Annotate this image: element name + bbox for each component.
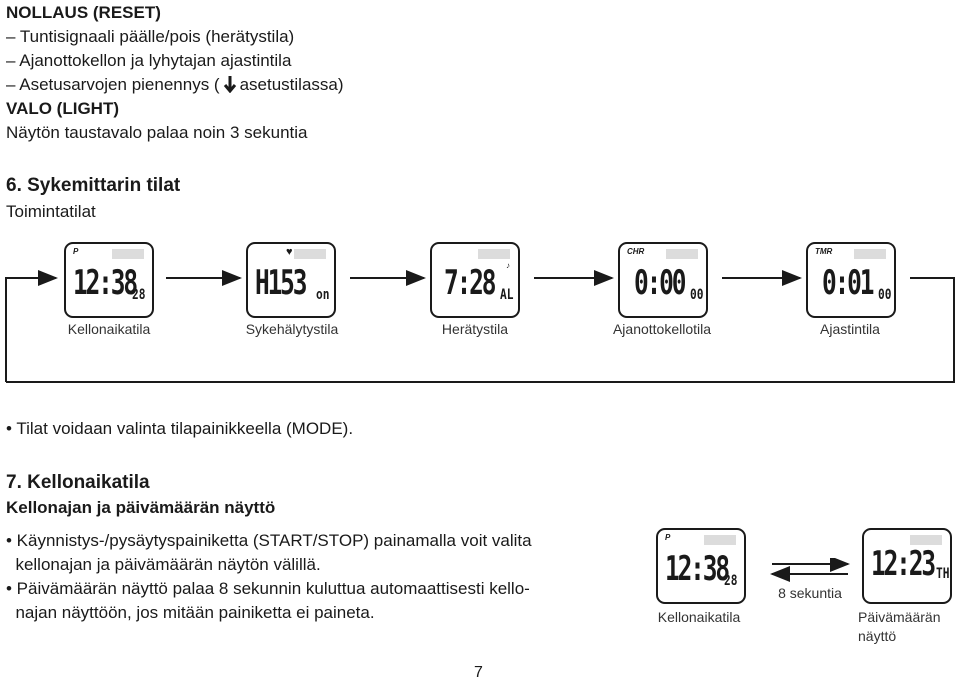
lcd-time-display	[656, 528, 746, 604]
lcd-tag: P	[665, 533, 671, 542]
page-number: 7	[474, 664, 483, 681]
lcd-time-mode	[64, 242, 154, 318]
light-title: VALO (LIGHT)	[6, 99, 119, 118]
reset-title: NOLLAUS (RESET)	[6, 3, 161, 22]
reset-decrease-suffix: asetustilassa)	[239, 75, 344, 94]
toggle-arrows	[768, 558, 852, 582]
section6-subtitle: Toimintatilat	[6, 202, 96, 221]
toggle-interval-label: 8 sekuntia	[778, 585, 842, 601]
section7-bullet1-line2: kellonajan ja päivämäärän näytön välillä.	[6, 555, 321, 574]
heart-icon: ♥	[286, 246, 293, 258]
lcd-segment-bar	[704, 535, 736, 545]
lcd-small-digits: 00	[690, 287, 704, 303]
light-text: Näytön taustavalo palaa noin 3 sekuntia	[6, 123, 308, 142]
section7-bullet2-line2: najan näyttöön, jos mitään painiketta ei paineta.	[6, 603, 375, 622]
lcd-main-digits: 12:38	[73, 263, 136, 303]
lcd-small-digits: TH	[936, 566, 950, 582]
lcd-timer-mode	[806, 242, 896, 318]
lcd-heart-alarm-mode	[246, 242, 336, 318]
mode-label-heart-alarm: Sykehälytystila	[245, 321, 339, 337]
toggle-label-date-line1: Päivämäärän	[858, 609, 941, 625]
reset-item-hourly-signal: – Tuntisignaali päälle/pois (herätystila)	[6, 27, 295, 46]
section7-bullet2-line1: • Päivämäärän näyttö palaa 8 sekunnin kuluttua automaattisesti kello-	[6, 579, 530, 598]
reset-decrease-prefix: – Asetusarvojen pienennys (	[6, 75, 220, 94]
lcd-segment-bar	[666, 249, 698, 259]
lcd-segment-bar	[294, 249, 326, 259]
reset-item-decrease	[6, 74, 344, 99]
section6-bullet: • Tilat voidaan valinta tilapainikkeella (MODE).	[6, 419, 354, 438]
lcd-main-digits: 0:01	[822, 263, 873, 303]
mode-label-alarm: Herätystila	[441, 321, 509, 337]
mode-label-stopwatch: Ajanottokellotila	[612, 321, 712, 337]
lcd-small-digits: 00	[878, 287, 892, 303]
lcd-main-digits: 12:23	[871, 544, 934, 584]
toggle-label-date-line2: näyttö	[858, 628, 897, 644]
lcd-tag: CHR	[627, 247, 645, 256]
lcd-date-display	[862, 528, 952, 604]
bell-icon: ♪	[506, 261, 510, 270]
lcd-main-digits: 7:28	[444, 263, 495, 303]
toggle-label-time: Kellonaikatila	[657, 609, 741, 625]
reset-item-stopwatch: – Ajanottokellon ja lyhytajan ajastintila	[6, 51, 292, 70]
lcd-small-digits: 28	[724, 573, 738, 589]
section7-bullet1-line1: • Käynnistys-/pysäytyspainiketta (START/STOP) painamalla voit valita	[6, 531, 532, 550]
section7-subtitle: Kellonajan ja päivämäärän näyttö	[6, 498, 276, 517]
lcd-main-digits: 12:38	[665, 549, 728, 589]
lcd-main-digits: 0:00	[634, 263, 685, 303]
lcd-tag: P	[73, 247, 79, 256]
lcd-segment-bar	[854, 249, 886, 259]
lcd-small-digits: AL	[500, 287, 514, 303]
mode-label-timer: Ajastintila	[820, 321, 880, 337]
lcd-small-digits: on	[316, 287, 330, 303]
lcd-main-digits: H153	[255, 263, 306, 303]
lcd-segment-bar	[478, 249, 510, 259]
section6-title: 6. Sykemittarin tilat	[6, 175, 181, 196]
arrow-down-icon	[223, 75, 237, 99]
lcd-segment-bar	[112, 249, 144, 259]
section7-title: 7. Kellonaikatila	[6, 472, 150, 493]
lcd-alarm-mode	[430, 242, 520, 318]
lcd-stopwatch-mode	[618, 242, 708, 318]
mode-label-time: Kellonaikatila	[67, 321, 151, 337]
lcd-small-digits: 28	[132, 287, 146, 303]
lcd-tag: TMR	[815, 247, 833, 256]
